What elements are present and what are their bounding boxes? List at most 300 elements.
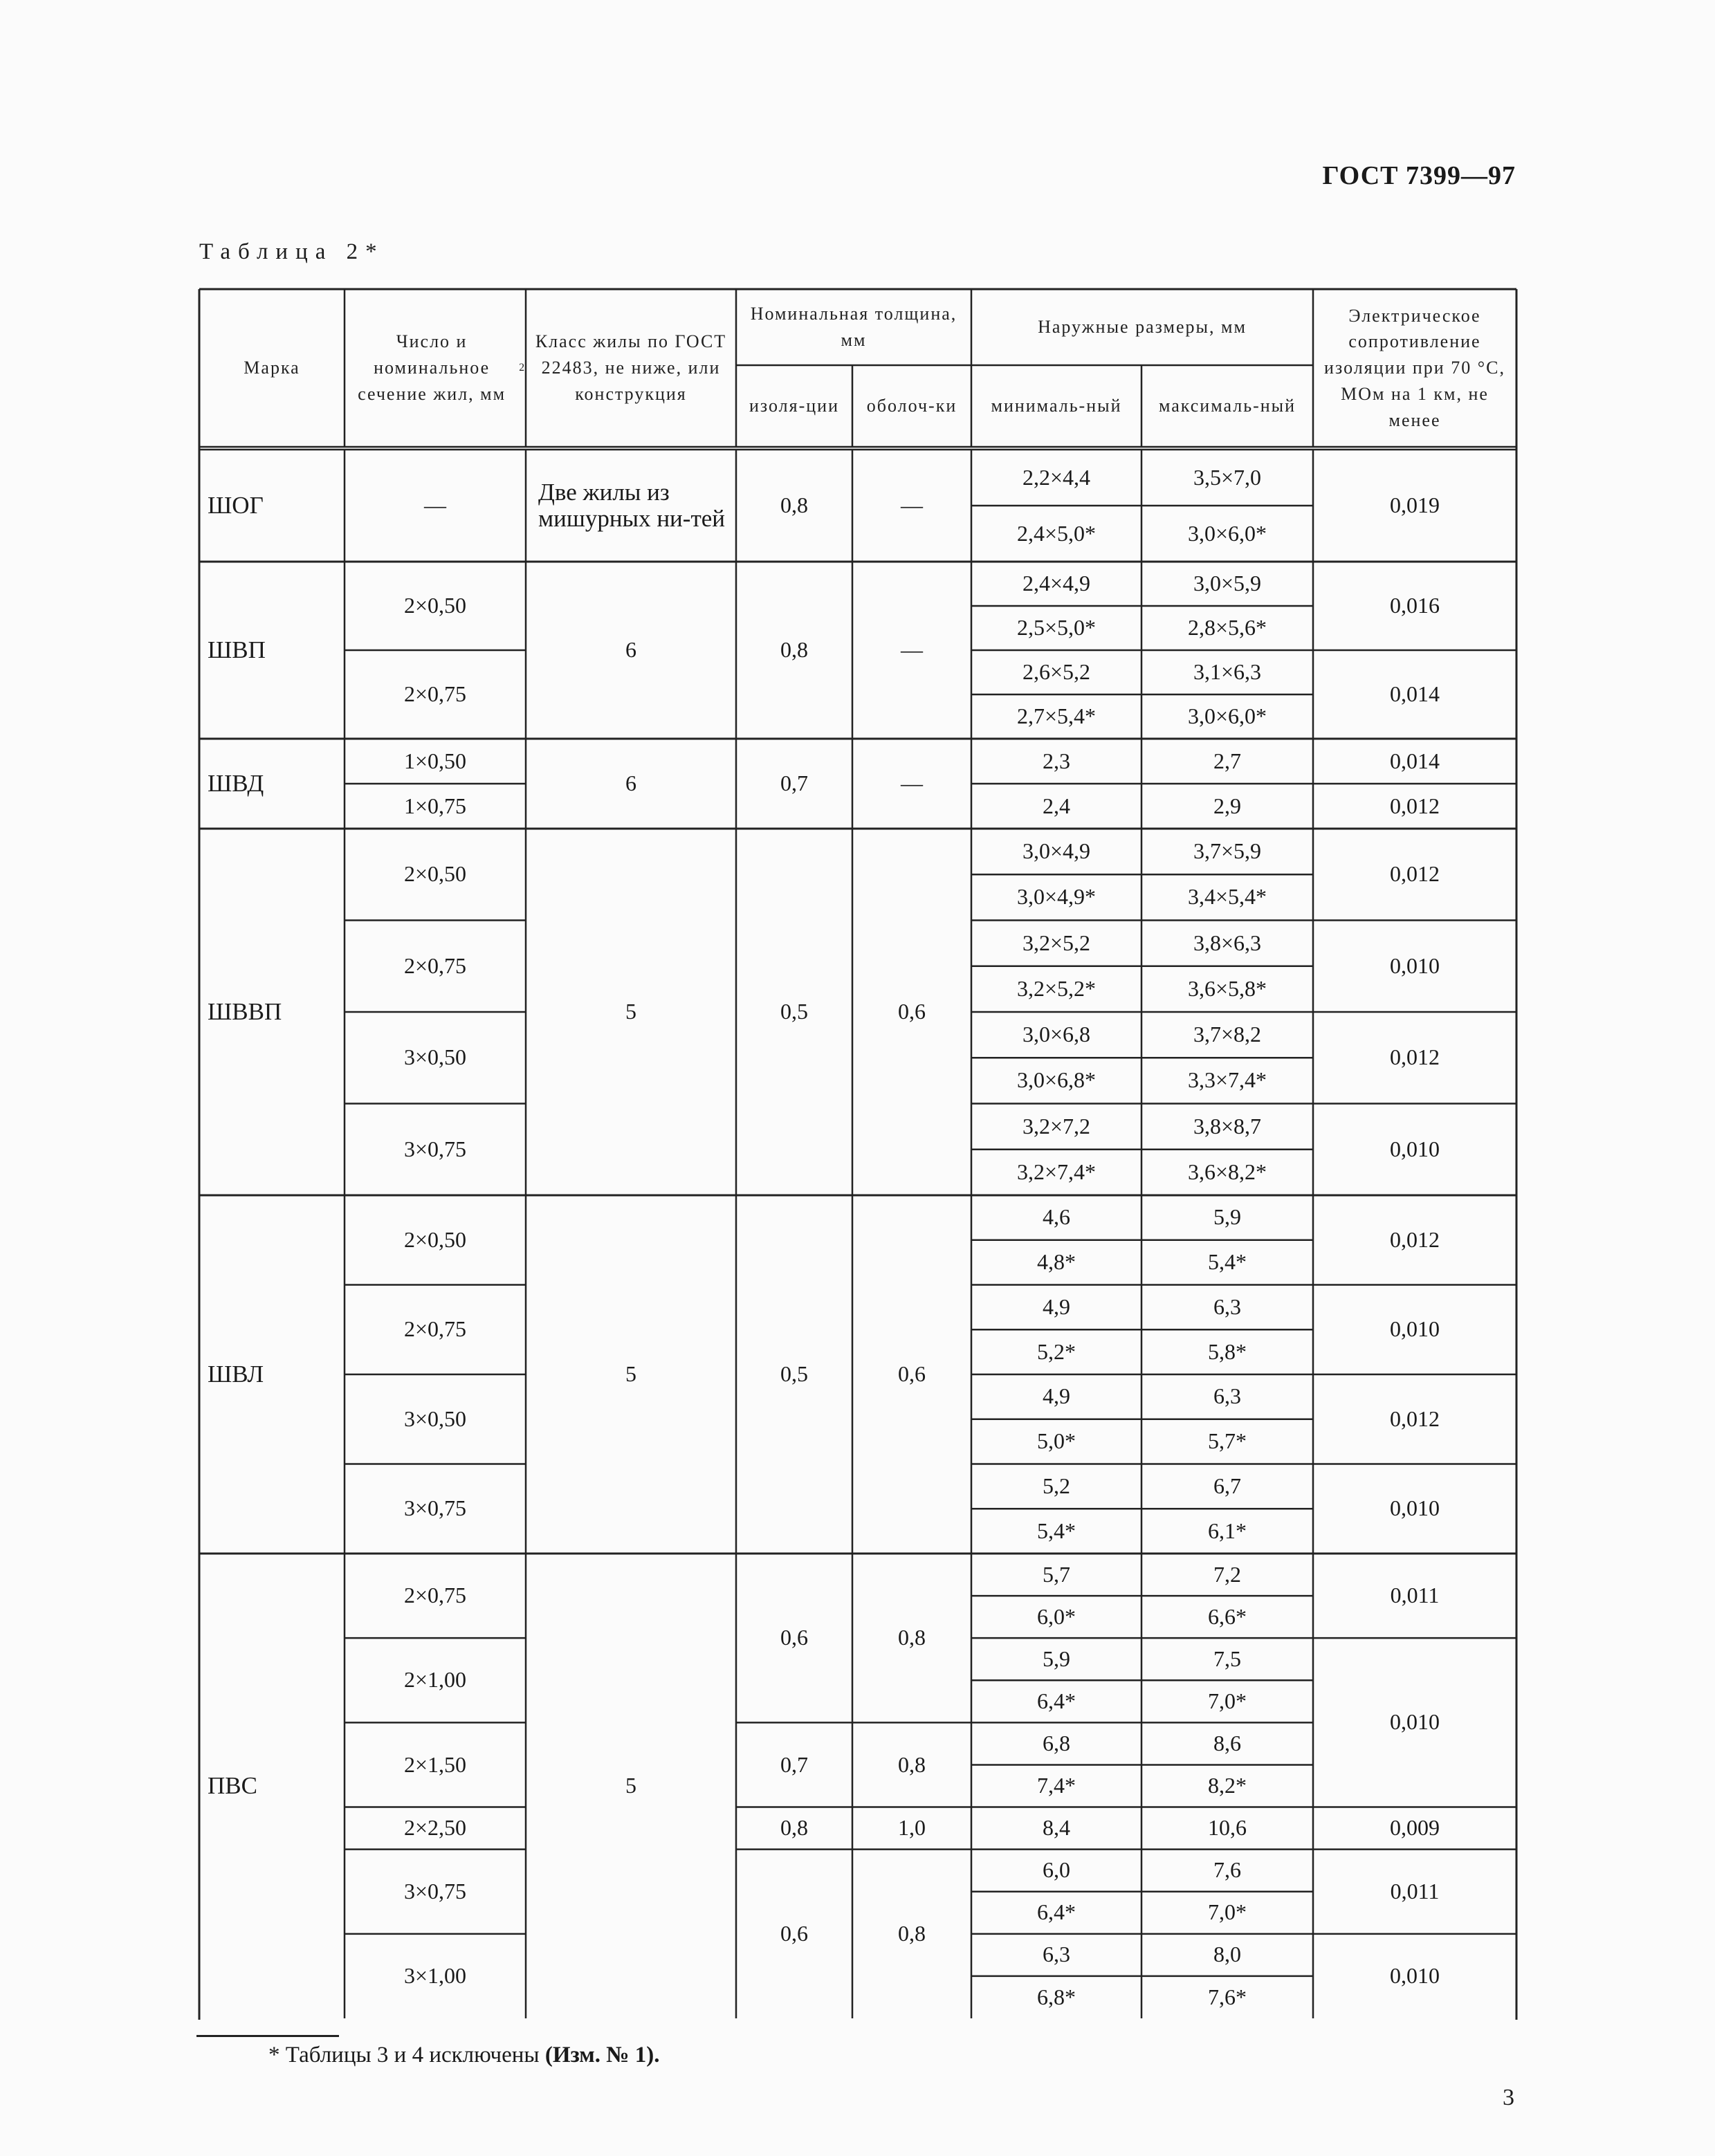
cross-section: 2×0,75: [403, 1583, 467, 1608]
core-class-box: [526, 739, 736, 829]
header-mark-box: [199, 289, 345, 447]
page-number: 3: [1503, 2085, 1514, 2110]
insulation-resistance: 0,011: [1390, 1583, 1440, 1608]
insulation-resistance-box: [1313, 1104, 1516, 1196]
outer-min-value-box: [971, 1012, 1141, 1058]
cross-section: 1×0,75: [403, 793, 467, 818]
header-sheath: оболоч-ки: [866, 396, 957, 416]
insulation-resistance-box: [1313, 829, 1516, 921]
outer-min-value: 2,4: [1043, 793, 1070, 818]
cross-section: 3×0,75: [403, 1136, 467, 1161]
outer-max-value: 7,6*: [1208, 1984, 1247, 2009]
header-max-box: [1141, 365, 1313, 447]
cable-mark-box: [199, 562, 345, 739]
header-min: минималь-ный: [991, 396, 1122, 416]
outer-min-value: 5,7: [1043, 1561, 1070, 1587]
insulation-resistance-box: [1313, 1012, 1516, 1104]
outer-max-value-box: [1141, 1374, 1313, 1419]
core-class: 5: [625, 1361, 636, 1387]
outer-max-value: 3,3×7,4*: [1187, 1067, 1267, 1093]
outer-max-value: 3,6×8,2*: [1187, 1159, 1267, 1184]
outer-max-value-box: [1141, 1722, 1313, 1765]
core-class: Две жилы из мишурных ни-тей: [538, 478, 726, 532]
sheath-thickness-box: [852, 829, 971, 1195]
outer-max-value-box: [1141, 1765, 1313, 1807]
outer-max-value-box: [1141, 1554, 1313, 1596]
cross-section: 2×0,75: [403, 681, 467, 707]
insulation-resistance-box: [1313, 784, 1516, 829]
outer-max-value-box: [1141, 921, 1313, 966]
cross-section-box: [345, 1722, 526, 1807]
cable-mark: ПВС: [208, 1772, 257, 1800]
sheath-thickness-box: [852, 1722, 971, 1807]
outer-max-value: 3,7×5,9: [1193, 838, 1262, 864]
insulation-thickness: 0,7: [780, 771, 808, 796]
insulation-resistance-box: [1313, 1850, 1516, 1934]
outer-min-value: 6,8: [1043, 1730, 1070, 1756]
outer-max-value: 6,3: [1213, 1383, 1241, 1409]
outer-max-value: 8,6: [1213, 1730, 1241, 1756]
core-class: 6: [625, 637, 636, 663]
outer-max-value: 5,7*: [1208, 1428, 1247, 1454]
outer-min-value-box: [971, 1554, 1141, 1596]
outer-min-value-box: [971, 1765, 1141, 1807]
header-nominal-thickness-box: [736, 289, 971, 365]
outer-min-value-box: [971, 1329, 1141, 1374]
outer-max-value: 7,0*: [1208, 1899, 1247, 1925]
insulation-thickness-box: [736, 1195, 852, 1554]
sheath-thickness: 1,0: [898, 1815, 926, 1841]
core-class: 5: [625, 1773, 636, 1798]
insulation-thickness-box: [736, 829, 852, 1195]
outer-min-value-box: [971, 1638, 1141, 1680]
outer-max-value-box: [1141, 1329, 1313, 1374]
outer-min-value: 5,2: [1043, 1473, 1070, 1498]
insulation-resistance-box: [1313, 650, 1516, 739]
outer-max-value: 8,0: [1213, 1942, 1241, 1967]
insulation-resistance: 0,010: [1390, 1495, 1440, 1521]
outer-max-value-box: [1141, 1012, 1313, 1058]
insulation-resistance-box: [1313, 739, 1516, 784]
insulation-thickness: 0,8: [780, 637, 808, 663]
cross-section-box: [345, 1464, 526, 1554]
header-core-class-box: [526, 289, 736, 447]
insulation-resistance: 0,012: [1390, 1044, 1440, 1070]
outer-min-value-box: [971, 921, 1141, 966]
insulation-resistance: 0,019: [1390, 492, 1440, 518]
cross-section-box: [345, 921, 526, 1013]
outer-min-value: 6,4*: [1037, 1899, 1076, 1925]
insulation-thickness-box: [736, 562, 852, 739]
outer-max-value-box: [1141, 450, 1313, 506]
outer-min-value-box: [971, 1374, 1141, 1419]
outer-min-value: 4,9: [1043, 1293, 1070, 1319]
outer-max-value: 3,8×8,7: [1193, 1113, 1262, 1139]
insulation-resistance-box: [1313, 921, 1516, 1013]
outer-min-value: 3,0×6,8: [1022, 1022, 1091, 1047]
header-count-section-box: [345, 289, 526, 447]
outer-min-value-box: [971, 606, 1141, 650]
sheath-thickness-box: [852, 562, 971, 739]
outer-min-value-box: [971, 1976, 1141, 2018]
outer-min-value: 5,4*: [1037, 1518, 1076, 1543]
insulation-resistance: 0,009: [1390, 1815, 1440, 1841]
outer-max-value: 5,9: [1213, 1204, 1241, 1230]
outer-max-value-box: [1141, 1892, 1313, 1934]
outer-min-value-box: [971, 506, 1141, 562]
outer-min-value-box: [971, 1195, 1141, 1240]
outer-min-value-box: [971, 1509, 1141, 1554]
outer-max-value: 2,9: [1213, 793, 1241, 818]
outer-max-value: 8,2*: [1208, 1773, 1247, 1798]
outer-min-value-box: [971, 694, 1141, 739]
cross-section: 3×0,75: [403, 1495, 467, 1521]
cross-section-box: [345, 1850, 526, 1934]
outer-min-value: 5,2*: [1037, 1338, 1076, 1364]
cable-spec-table: [199, 289, 1516, 2020]
insulation-thickness: 0,6: [780, 1920, 808, 1946]
insulation-resistance: 0,011: [1390, 1878, 1440, 1904]
outer-min-value-box: [971, 784, 1141, 829]
outer-min-value-box: [971, 1934, 1141, 1976]
sheath-thickness-box: [852, 1554, 971, 1722]
insulation-thickness: 0,8: [780, 1815, 808, 1841]
cross-section-box: [345, 829, 526, 921]
outer-min-value: 2,4×4,9: [1022, 571, 1091, 596]
outer-min-value: 6,3: [1043, 1942, 1070, 1967]
core-class-box: [526, 450, 736, 562]
header-outer-dims: Наружные размеры, мм: [1038, 317, 1247, 338]
outer-min-value-box: [971, 829, 1141, 874]
outer-max-value-box: [1141, 1104, 1313, 1150]
insulation-resistance-box: [1313, 562, 1516, 650]
insulation-resistance: 0,012: [1390, 1406, 1440, 1431]
outer-min-value: 5,9: [1043, 1646, 1070, 1671]
insulation-resistance-box: [1313, 1934, 1516, 2018]
cross-section: 1×0,50: [403, 748, 467, 773]
outer-max-value: 6,1*: [1208, 1518, 1247, 1543]
insulation-resistance: 0,012: [1390, 1226, 1440, 1252]
outer-max-value-box: [1141, 874, 1313, 920]
cross-section: 2×0,50: [403, 861, 467, 887]
outer-max-value: 3,0×6,0*: [1187, 703, 1267, 729]
header-mark: Марка: [244, 358, 300, 378]
outer-min-value: 3,0×6,8*: [1016, 1067, 1097, 1093]
outer-max-value: 7,5: [1213, 1646, 1241, 1671]
sheath-thickness: 0,8: [898, 1751, 926, 1777]
header-outer-dims-box: [971, 289, 1313, 365]
outer-min-value: 5,0*: [1037, 1428, 1076, 1454]
cross-section: 3×0,50: [403, 1406, 467, 1431]
sheath-thickness: —: [901, 771, 923, 796]
outer-min-value: 3,2×5,2: [1022, 930, 1091, 955]
insulation-thickness: 0,7: [780, 1751, 808, 1777]
outer-max-value-box: [1141, 1596, 1313, 1638]
core-class: 5: [625, 999, 636, 1024]
outer-min-value: 2,7×5,4*: [1016, 703, 1097, 729]
outer-max-value-box: [1141, 966, 1313, 1012]
outer-min-value: 4,8*: [1037, 1249, 1076, 1275]
insulation-thickness-box: [736, 1850, 852, 2018]
outer-max-value-box: [1141, 1638, 1313, 1680]
outer-min-value-box: [971, 874, 1141, 920]
insulation-thickness: 0,5: [780, 1361, 808, 1387]
core-class: 6: [625, 771, 636, 796]
insulation-thickness-box: [736, 450, 852, 562]
outer-max-value: 5,4*: [1208, 1249, 1247, 1275]
insulation-resistance-box: [1313, 1464, 1516, 1554]
footnote-text: * Таблицы 3 и 4 исключены: [268, 2043, 545, 2067]
outer-min-value-box: [971, 650, 1141, 694]
sheath-thickness: 0,6: [898, 999, 926, 1024]
cross-section-box: [345, 650, 526, 739]
footnote-amendment: (Изм. № 1).: [544, 2043, 660, 2067]
cross-section-box: [345, 1554, 526, 1638]
cable-mark: ШВД: [208, 770, 264, 798]
outer-min-value: 2,6×5,2: [1022, 659, 1091, 685]
outer-min-value-box: [971, 1240, 1141, 1285]
outer-max-value-box: [1141, 829, 1313, 874]
insulation-resistance: 0,010: [1390, 1962, 1440, 1988]
outer-max-value: 3,1×6,3: [1193, 659, 1262, 685]
outer-max-value: 3,6×5,8*: [1187, 975, 1267, 1001]
sheath-thickness: 0,8: [898, 1920, 926, 1946]
outer-min-value-box: [971, 1850, 1141, 1892]
insulation-thickness: 0,6: [780, 1625, 808, 1650]
cross-section-box: [345, 1807, 526, 1850]
footnote: [268, 2043, 659, 2068]
outer-max-value-box: [1141, 1934, 1313, 1976]
cross-section-box: [345, 562, 526, 650]
outer-max-value: 7,0*: [1208, 1688, 1247, 1713]
outer-min-value-box: [971, 1596, 1141, 1638]
cross-section: 2×1,50: [403, 1751, 467, 1777]
outer-min-value-box: [971, 1419, 1141, 1464]
outer-min-value: 7,4*: [1037, 1773, 1076, 1798]
footnote-divider: [196, 2035, 339, 2037]
outer-max-value-box: [1141, 784, 1313, 829]
header-resistance: Электрическое сопротивление изоляции при 70 °С, МОм на 1 км, не менее: [1324, 305, 1505, 430]
cross-section: 2×0,50: [403, 1226, 467, 1252]
outer-min-value: 6,0: [1043, 1857, 1070, 1883]
insulation-resistance: 0,010: [1390, 1709, 1440, 1735]
insulation-resistance-box: [1313, 1285, 1516, 1375]
cross-section: 2×0,75: [403, 1316, 467, 1342]
outer-max-value-box: [1141, 650, 1313, 694]
sheath-thickness: 0,8: [898, 1625, 926, 1650]
outer-max-value: 3,0×5,9: [1193, 571, 1262, 596]
outer-min-value-box: [971, 1892, 1141, 1934]
outer-min-value: 3,0×4,9: [1022, 838, 1091, 864]
outer-max-value: 10,6: [1208, 1815, 1247, 1841]
core-class-box: [526, 562, 736, 739]
cable-mark: ШОГ: [208, 492, 264, 519]
outer-max-value: 2,7: [1213, 748, 1241, 773]
outer-max-value: 5,8*: [1208, 1338, 1247, 1364]
cross-section-box: [345, 739, 526, 784]
outer-min-value-box: [971, 739, 1141, 784]
outer-min-value-box: [971, 1722, 1141, 1765]
sheath-thickness-box: [852, 739, 971, 829]
outer-min-value: 2,5×5,0*: [1016, 615, 1097, 641]
outer-min-value: 3,0×4,9*: [1016, 884, 1097, 910]
header-max: максималь-ный: [1158, 396, 1296, 416]
outer-max-value: 3,0×6,0*: [1187, 520, 1267, 546]
header-insulation-box: [736, 365, 852, 447]
cross-section: 3×1,00: [403, 1962, 467, 1988]
cable-mark: ШВП: [208, 636, 266, 664]
insulation-resistance: 0,012: [1390, 861, 1440, 887]
core-class-box: [526, 1195, 736, 1554]
header-resistance-box: [1313, 289, 1516, 447]
insulation-resistance-box: [1313, 1807, 1516, 1850]
outer-min-value-box: [971, 1285, 1141, 1330]
outer-max-value: 6,7: [1213, 1473, 1241, 1498]
outer-min-value-box: [971, 1464, 1141, 1509]
cross-section-box: [345, 1195, 526, 1285]
insulation-resistance-box: [1313, 1195, 1516, 1285]
cross-section-box: [345, 1934, 526, 2018]
outer-min-value: 2,3: [1043, 748, 1070, 773]
header-core-class: Класс жилы по ГОСТ 22483, не ниже, или конструкция: [535, 331, 727, 404]
outer-min-value-box: [971, 1104, 1141, 1150]
cross-section: —: [424, 492, 446, 518]
cross-section: 2×2,50: [403, 1815, 467, 1841]
outer-max-value: 6,3: [1213, 1293, 1241, 1319]
outer-max-value-box: [1141, 1976, 1313, 2018]
cross-section-box: [345, 784, 526, 829]
insulation-resistance: 0,014: [1390, 748, 1440, 773]
cross-section-box: [345, 1012, 526, 1104]
insulation-resistance: 0,016: [1390, 593, 1440, 618]
insulation-resistance-box: [1313, 1374, 1516, 1464]
insulation-thickness: 0,8: [780, 492, 808, 518]
core-class-box: [526, 1554, 736, 2018]
cross-section-box: [345, 450, 526, 562]
outer-min-value: 2,4×5,0*: [1016, 520, 1097, 546]
insulation-resistance: 0,010: [1390, 1136, 1440, 1161]
cable-mark-box: [199, 450, 345, 562]
outer-max-value-box: [1141, 1419, 1313, 1464]
outer-max-value: 3,7×8,2: [1193, 1022, 1262, 1047]
sheath-thickness-box: [852, 1195, 971, 1554]
cable-mark-box: [199, 829, 345, 1195]
outer-min-value: 6,0*: [1037, 1603, 1076, 1629]
outer-min-value: 3,2×7,4*: [1016, 1159, 1097, 1184]
outer-max-value-box: [1141, 1464, 1313, 1509]
outer-max-value-box: [1141, 694, 1313, 739]
outer-min-value: 6,8*: [1037, 1984, 1076, 2009]
cable-mark-box: [199, 1554, 345, 2018]
cross-section-box: [345, 1285, 526, 1375]
outer-max-value-box: [1141, 562, 1313, 606]
document-header: ГОСТ 7399—97: [1322, 161, 1516, 190]
insulation-resistance-box: [1313, 450, 1516, 562]
outer-max-value-box: [1141, 506, 1313, 562]
outer-max-value-box: [1141, 1850, 1313, 1892]
outer-min-value-box: [971, 450, 1141, 506]
cable-mark: ШВЛ: [208, 1361, 264, 1388]
insulation-thickness-box: [736, 1807, 852, 1850]
insulation-thickness-box: [736, 739, 852, 829]
outer-max-value: 3,5×7,0: [1193, 464, 1262, 490]
outer-min-value: 3,2×7,2: [1022, 1113, 1091, 1139]
outer-min-value: 4,9: [1043, 1383, 1070, 1409]
sheath-thickness: —: [901, 637, 923, 663]
outer-max-value: 3,4×5,4*: [1187, 884, 1267, 910]
cross-section-box: [345, 1638, 526, 1722]
outer-max-value-box: [1141, 1195, 1313, 1240]
insulation-resistance: 0,012: [1390, 793, 1440, 818]
outer-min-value-box: [971, 562, 1141, 606]
outer-max-value: 7,6: [1213, 1857, 1241, 1883]
cross-section: 3×0,75: [403, 1878, 467, 1904]
outer-max-value-box: [1141, 1058, 1313, 1103]
cross-section: 2×0,50: [403, 593, 467, 618]
outer-max-value-box: [1141, 1680, 1313, 1722]
outer-max-value-box: [1141, 606, 1313, 650]
sheath-thickness-box: [852, 1850, 971, 2018]
outer-max-value-box: [1141, 1150, 1313, 1195]
insulation-thickness-box: [736, 1722, 852, 1807]
cable-mark: ШВВП: [208, 998, 282, 1026]
outer-min-value: 6,4*: [1037, 1688, 1076, 1713]
outer-max-value-box: [1141, 739, 1313, 784]
outer-min-value: 2,2×4,4: [1022, 464, 1091, 490]
outer-max-value-box: [1141, 1240, 1313, 1285]
sheath-thickness-box: [852, 1807, 971, 1850]
outer-min-value-box: [971, 1807, 1141, 1850]
cross-section-box: [345, 1374, 526, 1464]
outer-max-value-box: [1141, 1509, 1313, 1554]
unit-superscript: 2: [519, 361, 526, 374]
core-class-box: [526, 829, 736, 1195]
insulation-resistance: 0,014: [1390, 681, 1440, 707]
header-nominal-thickness: Номинальная толщина, мм: [750, 304, 957, 350]
outer-min-value-box: [971, 1680, 1141, 1722]
sheath-thickness: —: [901, 492, 923, 518]
insulation-resistance: 0,010: [1390, 952, 1440, 978]
insulation-thickness: 0,5: [780, 999, 808, 1024]
header-min-box: [971, 365, 1141, 447]
header-count-section: Число и номинальное сечение жил, мм 2: [358, 331, 526, 404]
outer-max-value: 3,8×6,3: [1193, 930, 1262, 955]
cross-section: 3×0,50: [403, 1044, 467, 1070]
header-sheath-box: [852, 365, 971, 447]
outer-min-value-box: [971, 966, 1141, 1012]
outer-max-value: 2,8×5,6*: [1187, 615, 1267, 641]
outer-min-value: 8,4: [1043, 1815, 1070, 1841]
insulation-thickness-box: [736, 1554, 852, 1722]
outer-min-value-box: [971, 1058, 1141, 1103]
outer-max-value: 6,6*: [1208, 1603, 1247, 1629]
cross-section: 2×0,75: [403, 952, 467, 978]
outer-max-value-box: [1141, 1807, 1313, 1850]
outer-min-value: 4,6: [1043, 1204, 1070, 1230]
insulation-resistance: 0,010: [1390, 1316, 1440, 1342]
insulation-resistance-box: [1313, 1554, 1516, 1638]
outer-min-value: 3,2×5,2*: [1016, 975, 1097, 1001]
sheath-thickness: 0,6: [898, 1361, 926, 1387]
outer-max-value-box: [1141, 1285, 1313, 1330]
outer-max-value: 7,2: [1213, 1561, 1241, 1587]
cable-mark-box: [199, 739, 345, 829]
header-insulation: изоля-ции: [749, 396, 840, 416]
cross-section: 2×1,00: [403, 1667, 467, 1693]
sheath-thickness-box: [852, 450, 971, 562]
cable-mark-box: [199, 1195, 345, 1554]
outer-min-value-box: [971, 1150, 1141, 1195]
